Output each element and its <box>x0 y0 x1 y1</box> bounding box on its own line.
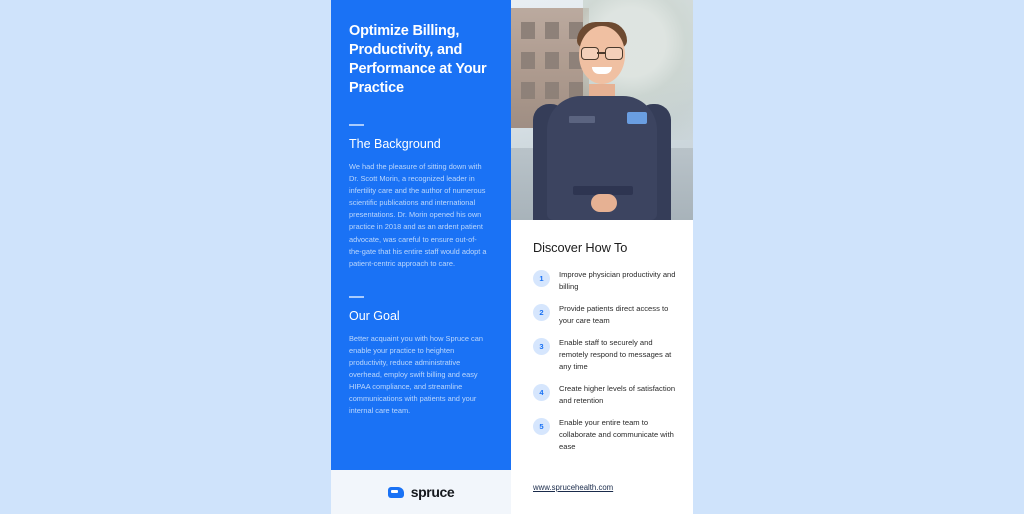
list-item <box>533 303 677 326</box>
photo-window <box>521 52 535 69</box>
step-number-badge: 4 <box>533 384 550 401</box>
step-text: Provide patients direct access to your care team <box>559 304 669 325</box>
photo-glasses-right-lens <box>605 47 623 60</box>
step-number-badge: 3 <box>533 338 550 355</box>
photo-glasses-left-lens <box>581 47 599 60</box>
page-headline: Optimize Billing, Productivity, and Performance at Your Practice <box>349 23 487 96</box>
discover-title: Discover How To <box>533 240 628 255</box>
website-link[interactable]: www.sprucehealth.com <box>533 483 614 492</box>
step-number-badge: 2 <box>533 304 550 321</box>
photo-window <box>545 22 559 39</box>
photo-hands <box>591 194 617 212</box>
left-blue-column <box>331 0 511 470</box>
physician-photo <box>511 0 693 220</box>
document-page <box>331 0 693 514</box>
list-item <box>533 269 677 292</box>
section-title-goal: Our Goal <box>349 308 400 323</box>
photo-scrubs-logo <box>627 112 647 124</box>
list-item <box>533 337 677 372</box>
step-text: Create higher levels of satisfaction and retention <box>559 384 676 405</box>
step-number-badge: 1 <box>533 270 550 287</box>
photo-window <box>521 82 535 99</box>
photo-window <box>545 52 559 69</box>
list-item <box>533 417 677 452</box>
step-number-badge: 5 <box>533 418 550 435</box>
section-title-background: The Background <box>349 137 441 151</box>
step-text: Enable staff to securely and remotely respond to messages at any time <box>559 338 672 371</box>
section-body-background: We had the pleasure of sitting down with Dr. Scott Morin, a recognized leader in infertility care and the author of numerous scientific publications and international presentations. Dr. Morin opened his own practice in 2018 and as an ardent patient advocate, was careful to ensure out-of-the-gate that his entire staff would adopt a patient-centric approach to care. <box>349 162 487 268</box>
section-body-goal: Better acquaint you with how Spruce can enable your practice to heighten productivity, reduce administrative overhead, employ swift billing and easy HIPAA compliance, and streamline communications with patients and your internal care team. <box>349 333 483 416</box>
photo-window <box>521 22 535 39</box>
photo-window <box>545 82 559 99</box>
spruce-logo-icon <box>388 487 404 498</box>
list-item <box>533 383 677 406</box>
step-text: Improve physician productivity and billing <box>559 270 676 291</box>
footer-logo-bar <box>331 470 511 514</box>
section-rule <box>349 124 364 126</box>
spruce-logo-text: spruce <box>410 484 455 500</box>
section-rule <box>349 296 364 298</box>
photo-glasses-bridge <box>597 52 605 54</box>
photo-name-badge <box>569 116 595 123</box>
step-text: Enable your entire team to collaborate and communicate with ease <box>559 418 674 451</box>
discover-panel <box>511 220 693 514</box>
